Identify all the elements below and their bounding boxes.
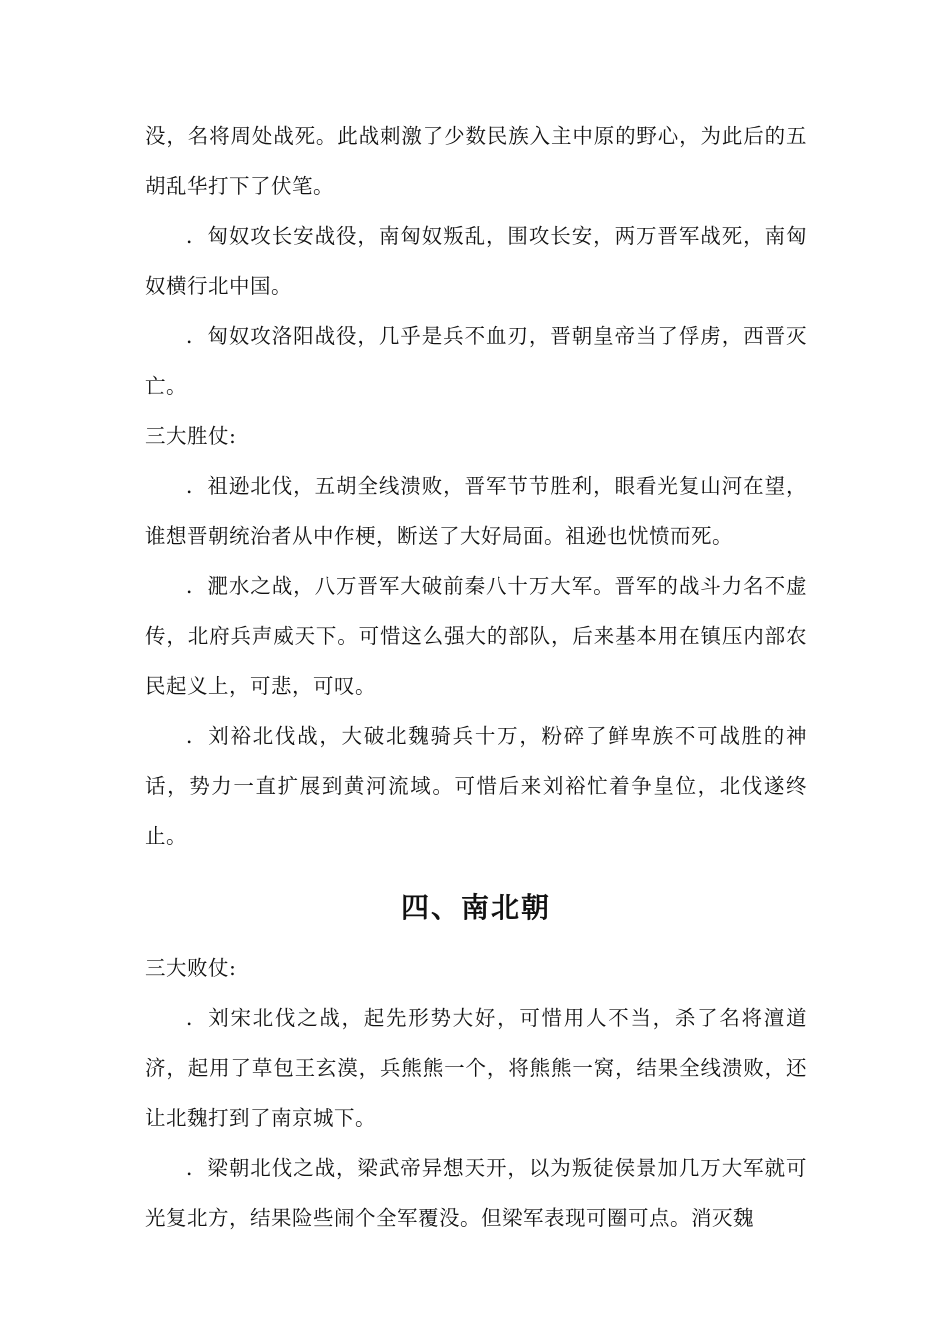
subheading-three-victories: 三大胜仗: <box>145 424 237 448</box>
paragraph: ．刘宋北伐之战，起先形势大好，可惜用人不当，杀了名将澶道济，起用了草包王玄漠，兵熊熊一个，将熊熊一窝，结果全线溃败，还让北魏打到了南京城下。 <box>145 1006 807 1130</box>
section-heading: 四、南北朝 <box>400 891 551 924</box>
document-body <box>145 111 807 1243</box>
paragraph: 没，名将周处战死。此战刺激了少数民族入主中原的野心，为此后的五胡乱华打下了伏笔。 <box>145 124 807 198</box>
paragraph: ．梁朝北伐之战，梁武帝异想天开，以为叛徒侯景加几万大军就可光复北方，结果险些闹个全军覆没。但梁军表现可圈可点。消灭魏 <box>145 1156 807 1230</box>
subheading-three-defeats: 三大败仗: <box>145 956 237 980</box>
paragraph: ．刘裕北伐战，大破北魏骑兵十万，粉碎了鲜卑族不可战胜的神话，势力一直扩展到黄河流域。可惜后来刘裕忙着争皇位，北伐遂终止。 <box>145 724 807 848</box>
paragraph: ．匈奴攻长安战役，南匈奴叛乱，围攻长安，两万晋军战死，南匈奴横行北中国。 <box>145 224 807 298</box>
paragraph: ．祖逊北伐，五胡全线溃败，晋军节节胜利，眼看光复山河在望，谁想晋朝统治者从中作梗，断送了大好局面。祖逊也忧愤而死。 <box>145 474 807 548</box>
paragraph: ．淝水之战，八万晋军大破前秦八十万大军。晋军的战斗力名不虚传，北府兵声威天下。可惜这么强大的部队，后来基本用在镇压内部农民起义上，可悲，可叹。 <box>145 574 807 698</box>
paragraph: ．匈奴攻洛阳战役，几乎是兵不血刃，晋朝皇帝当了俘虏，西晋灭亡。 <box>145 324 807 398</box>
